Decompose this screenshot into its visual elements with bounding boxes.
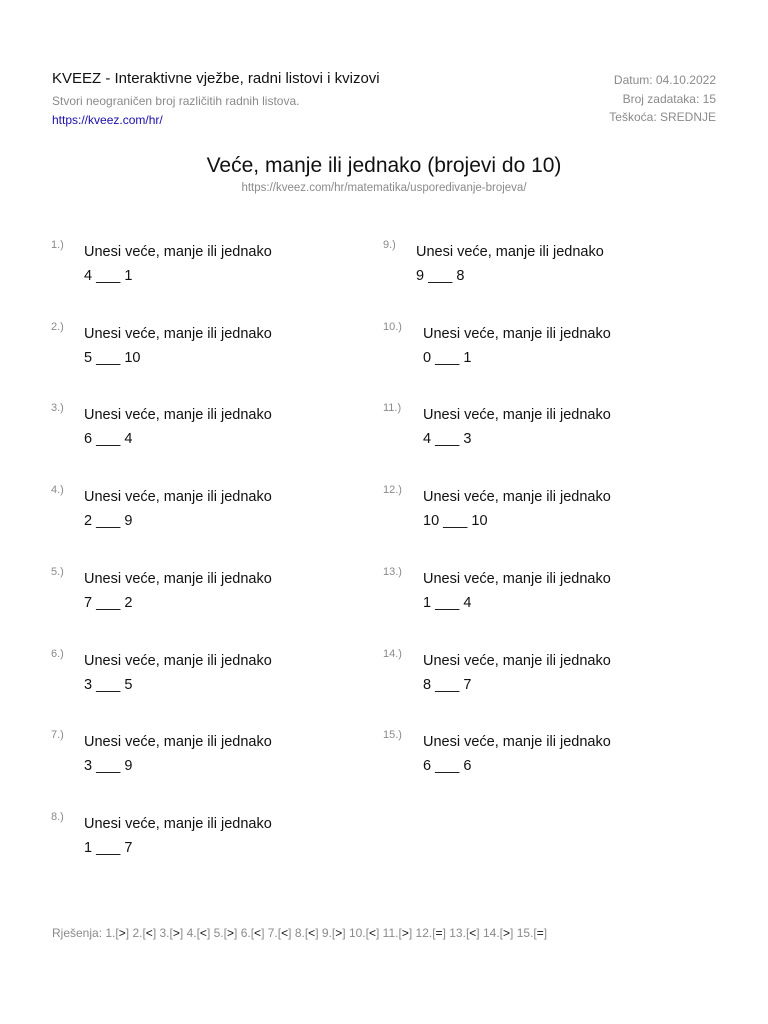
task-expression: 7 ___ 2 [84,595,133,611]
solution-symbol: = [435,926,443,940]
solution-symbol: > [503,926,511,940]
task-number: 4.) [51,484,64,496]
solution-answer: [>] [398,926,413,940]
task-expression: 4 ___ 3 [423,431,472,447]
solution-item [346,926,380,940]
task-expression: 0 ___ 1 [423,350,472,366]
task-question: Unesi veće, manje ili jednako [84,571,272,587]
task-expression: 10 ___ 10 [423,513,488,529]
task-number: 10.) [383,321,402,333]
task-question: Unesi veće, manje ili jednako [423,407,611,423]
solution-answer: [>] [169,926,184,940]
site-link[interactable]: https://kveez.com/hr/ [52,113,163,127]
solutions-line [52,926,547,940]
brand-title: KVEEZ - Interaktivne vježbe, radni listovi i kvizovi [52,70,380,87]
solution-item [183,926,210,940]
solution-item [412,926,446,940]
solutions-items [105,926,547,940]
task-expression: 1 ___ 4 [423,595,472,611]
solution-symbol: = [536,926,544,940]
solution-symbol: < [368,926,376,940]
task-number: 6.) [51,648,64,660]
solution-answer: [=] [432,926,446,940]
task-question: Unesi veće, manje ili jednako [416,244,604,260]
solution-answer: [<] [304,926,319,940]
task-number: 5.) [51,566,64,578]
solution-symbol: > [118,926,126,940]
task-question: Unesi veće, manje ili jednako [423,653,611,669]
task-question: Unesi veće, manje ili jednako [84,489,272,505]
task-question: Unesi veće, manje ili jednako [423,489,611,505]
solution-number: 2. [132,926,143,940]
difficulty-text: Teškoća: SREDNJE [609,110,716,124]
task-number: 2.) [51,321,64,333]
solution-symbol: > [172,926,180,940]
solution-item [379,926,412,940]
solution-symbol: < [199,926,207,940]
task-number: 8.) [51,811,64,823]
solution-number: 11. [382,926,399,940]
task-question: Unesi veće, manje ili jednako [84,407,272,423]
task-number: 13.) [383,566,402,578]
solution-item [129,926,156,940]
task-number: 14.) [383,648,402,660]
solution-item [513,926,547,940]
solution-answer: [>] [115,926,130,940]
task-question: Unesi veće, manje ili jednako [84,816,272,832]
solution-number: 7. [267,926,278,940]
worksheet-meta [609,71,716,127]
task-question: Unesi veće, manje ili jednako [84,326,272,342]
task-question: Unesi veće, manje ili jednako [423,571,611,587]
solution-answer: [<] [250,926,265,940]
task-question: Unesi veće, manje ili jednako [84,653,272,669]
task-question: Unesi veće, manje ili jednako [423,734,611,750]
task-expression: 8 ___ 7 [423,677,472,693]
solution-symbol: > [226,926,234,940]
solution-number: 3. [159,926,170,940]
solution-number: 15. [516,926,534,940]
solution-answer: [<] [196,926,211,940]
solution-symbol: < [254,926,262,940]
solutions-label: Rješenja: [52,926,103,940]
task-expression: 6 ___ 6 [423,758,472,774]
task-number: 15.) [383,729,402,741]
solution-symbol: > [335,926,343,940]
solution-item [446,926,480,940]
solution-item [319,926,346,940]
task-number: 7.) [51,729,64,741]
solution-item [105,926,129,940]
solution-number: 13. [449,926,466,940]
solution-number: 4. [186,926,197,940]
task-question: Unesi veće, manje ili jednako [423,326,611,342]
solution-symbol: < [145,926,153,940]
solution-item [291,926,318,940]
solution-number: 5. [213,926,224,940]
page-subtitle-url: https://kveez.com/hr/matematika/usporedivanje-brojeva/ [241,182,527,194]
solution-item [237,926,264,940]
solution-answer: [<] [277,926,292,940]
solution-number: 10. [348,926,366,940]
solution-symbol: < [308,926,316,940]
task-expression: 3 ___ 9 [84,758,133,774]
solution-answer: [>] [499,926,514,940]
date-text: Datum: 04.10.2022 [613,73,716,87]
solution-item [156,926,183,940]
solution-answer: [<] [465,926,480,940]
solution-number: 1. [105,926,116,940]
solution-symbol: > [401,926,409,940]
solution-answer: [=] [533,926,548,940]
task-number: 12.) [383,484,402,496]
task-expression: 1 ___ 7 [84,840,133,856]
solution-number: 14. [482,926,500,940]
task-expression: 3 ___ 5 [84,677,133,693]
task-expression: 5 ___ 10 [84,350,141,366]
solution-answer: [<] [365,926,380,940]
task-number: 11.) [383,402,402,414]
solution-item [210,926,237,940]
task-count-text: Broj zadataka: 15 [622,91,716,106]
task-number: 9.) [383,239,396,251]
page-title: Veće, manje ili jednako (brojevi do 10) [206,154,562,177]
solution-item [480,926,514,940]
solution-answer: [<] [142,926,157,940]
solution-answer: [>] [331,926,346,940]
task-expression: 9 ___ 8 [416,268,465,284]
solution-symbol: < [469,926,477,940]
solution-number: 6. [240,926,251,940]
solution-number: 12. [415,926,433,940]
task-number: 3.) [51,402,64,414]
task-expression: 2 ___ 9 [84,513,133,529]
task-expression: 6 ___ 4 [84,431,133,447]
task-expression: 4 ___ 1 [84,268,133,284]
tagline: Stvori neograničen broj različitih radnih listova. [52,94,300,108]
solution-number: 9. [321,926,332,940]
solution-number: 8. [294,926,305,940]
task-question: Unesi veće, manje ili jednako [84,734,272,750]
task-number: 1.) [51,239,64,251]
solution-symbol: < [281,926,289,940]
task-question: Unesi veće, manje ili jednako [84,244,272,260]
solution-item [264,926,291,940]
solution-answer: [>] [223,926,238,940]
